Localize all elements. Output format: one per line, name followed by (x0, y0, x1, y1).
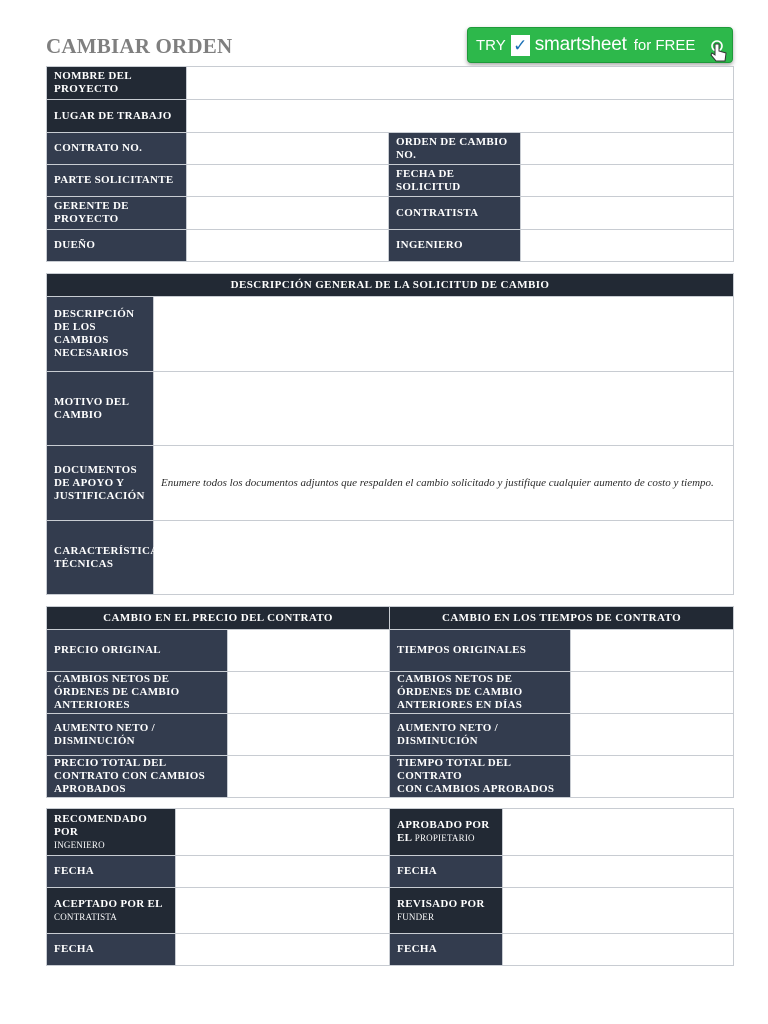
label-caracteristicas: CARACTERÍSTICAS TÉCNICAS (47, 521, 154, 595)
label-parte-solicitante: PARTE SOLICITANTE (47, 165, 187, 197)
precio-total-field[interactable] (228, 756, 390, 798)
label-aumento-precio: AUMENTO NETO / DISMINUCIÓN (47, 714, 228, 756)
label-dueno: DUEÑO (47, 230, 187, 262)
revisado-title: REVISADO POR (397, 897, 485, 910)
aprobado-field[interactable] (503, 809, 734, 856)
price-time-table (46, 606, 734, 798)
aumento-precio-field[interactable] (228, 714, 390, 756)
fecha-aceptado-field[interactable] (176, 934, 390, 966)
tiempo-total-field[interactable] (571, 756, 734, 798)
try-label: TRY (476, 36, 506, 54)
documentos-field[interactable]: Enumere todos los documentos adjuntos que respalden el cambio solicitado y justifique cualquier aumento de costo y tiempo. (154, 446, 734, 521)
orden-cambio-no-field[interactable] (521, 133, 734, 165)
contratista-field[interactable] (521, 197, 734, 230)
recomendado-field[interactable] (176, 809, 390, 856)
fecha-recomendado-field[interactable] (176, 856, 390, 888)
label-documentos: DOCUMENTOS DE APOYO Y JUSTIFICACIÓN (47, 446, 154, 521)
label-motivo: MOTIVO DEL CAMBIO (47, 372, 154, 446)
label-aprobado (390, 809, 503, 856)
label-aumento-tiempo: AUMENTO NETO / DISMINUCIÓN (390, 714, 571, 756)
dueno-field[interactable] (187, 230, 389, 262)
ingeniero-field[interactable] (521, 230, 734, 262)
fecha-solicitud-field[interactable] (521, 165, 734, 197)
label-descripcion: DESCRIPCIÓN DE LOS CAMBIOS NECESARIOS (47, 297, 154, 372)
hand-cursor-icon (708, 40, 730, 64)
smartsheet-brand: smartsheet (534, 34, 627, 55)
label-precio-total: PRECIO TOTAL DEL CONTRATO CON CAMBIOS APROBADOS (47, 756, 228, 798)
label-tiempos-originales: TIEMPOS ORIGINALES (390, 630, 571, 672)
tiempos-originales-field[interactable] (571, 630, 734, 672)
label-ingeniero: INGENIERO (389, 230, 521, 262)
tiempo-total-line1: TIEMPO TOTAL DEL CONTRATO (397, 757, 511, 782)
label-fecha-revisado: FECHA (390, 934, 503, 966)
for-free-label: for FREE (633, 36, 696, 54)
overview-table (46, 273, 734, 595)
label-cambios-netos-precio: CAMBIOS NETOS DE ÓRDENES DE CAMBIO ANTERIORES (47, 672, 228, 714)
label-aceptado (47, 888, 176, 934)
parte-solicitante-field[interactable] (187, 165, 389, 197)
label-contrato-no: CONTRATO NO. (47, 133, 187, 165)
overview-header: DESCRIPCIÓN GENERAL DE LA SOLICITUD DE CAMBIO (47, 274, 734, 297)
aceptado-sub: CONTRATISTA (54, 911, 117, 922)
label-contratista: CONTRATISTA (389, 197, 521, 230)
project-info-table (46, 66, 734, 262)
try-smartsheet-button[interactable] (467, 27, 733, 63)
nombre-proyecto-field[interactable] (187, 67, 734, 100)
smartsheet-check-icon: ✓ (511, 35, 530, 56)
caracteristicas-field[interactable] (154, 521, 734, 595)
label-fecha-recomendado: FECHA (47, 856, 176, 888)
label-fecha-aprobado: FECHA (390, 856, 503, 888)
approvals-table (46, 808, 734, 966)
descripcion-field[interactable] (154, 297, 734, 372)
cambios-netos-precio-field[interactable] (228, 672, 390, 714)
tiempo-total-line2: CON CAMBIOS APROBADOS (397, 783, 555, 795)
time-header: CAMBIO EN LOS TIEMPOS DE CONTRATO (390, 607, 734, 630)
precio-original-field[interactable] (228, 630, 390, 672)
label-precio-original: PRECIO ORIGINAL (47, 630, 228, 672)
label-fecha-solicitud: FECHA DE SOLICITUD (389, 165, 521, 197)
price-header: CAMBIO EN EL PRECIO DEL CONTRATO (47, 607, 390, 630)
revisado-sub: FUNDER (397, 911, 435, 922)
aceptado-field[interactable] (176, 888, 390, 934)
label-gerente-proyecto: GERENTE DE PROYECTO (47, 197, 187, 230)
motivo-field[interactable] (154, 372, 734, 446)
contrato-no-field[interactable] (187, 133, 389, 165)
gerente-proyecto-field[interactable] (187, 197, 389, 230)
label-revisado (390, 888, 503, 934)
lugar-trabajo-field[interactable] (187, 100, 734, 133)
aumento-tiempo-field[interactable] (571, 714, 734, 756)
aceptado-title: ACEPTADO POR EL (54, 897, 163, 910)
revisado-field[interactable] (503, 888, 734, 934)
label-recomendado (47, 809, 176, 856)
label-tiempo-total (390, 756, 571, 798)
fecha-revisado-field[interactable] (503, 934, 734, 966)
label-orden-cambio-no: ORDEN DE CAMBIO NO. (389, 133, 521, 165)
cambios-netos-tiempo-field[interactable] (571, 672, 734, 714)
fecha-aprobado-field[interactable] (503, 856, 734, 888)
aprobado-title: APROBADO POR EL (397, 819, 490, 844)
recomendado-title: RECOMENDADO POR (54, 812, 148, 838)
label-lugar-trabajo: LUGAR DE TRABAJO (47, 100, 187, 133)
label-nombre-proyecto: NOMBRE DEL PROYECTO (47, 67, 187, 100)
label-fecha-aceptado: FECHA (47, 934, 176, 966)
recomendado-sub: INGENIERO (54, 839, 105, 850)
label-cambios-netos-tiempo: CAMBIOS NETOS DE ÓRDENES DE CAMBIO ANTERIORES EN DÍAS (390, 672, 571, 714)
aprobado-sub: PROPIETARIO (414, 833, 475, 843)
page-title: CAMBIAR ORDEN (46, 34, 233, 58)
